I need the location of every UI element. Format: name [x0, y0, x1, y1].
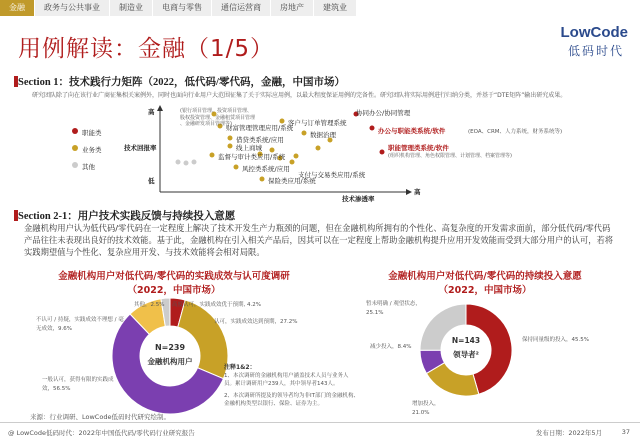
tab-finance[interactable]: 金融: [0, 0, 34, 16]
section2-paragraph: 金融机构用户认为低代码/零代码在一定程度上解决了技术开发生产力瓶颈的问题，但在金融机构所拥有的个性化、高复杂度的开发需求面前，部分低代码/零代码产品往往未表现出良好的技术效能。基于此，金融机构在引入相关产品后，因其可以在一定程度上帮助金融机构提升应用开发效能而受到大部分用户的认可，若将实践期望值与个性化、复杂应用开发、与技术效能将会相对局限。: [24, 223, 614, 257]
label-data: 数据治理: [310, 131, 336, 139]
legend-functional: 职能类: [82, 129, 102, 137]
y-axis-label: 技术回报率: [124, 144, 157, 152]
legend-dot-functional: [72, 128, 78, 134]
point-other: [184, 161, 189, 166]
section2-title: Section 2-1：用户技术实践反馈与持续投入意愿: [18, 211, 236, 222]
point-online: [228, 144, 233, 149]
chart2-center-n: N=143: [451, 336, 481, 345]
label-credit: 借贷类系统/应用: [236, 136, 284, 144]
c1-label-notrecognize: 不认可 / 持疑，实践成效不理想 / 毫无成效，9.6%: [36, 317, 124, 332]
label-insurance: 保险类应用/系统: [268, 177, 316, 185]
c1-label-general: 一般认可，获得有限的实践成效，56.5%: [42, 377, 114, 392]
tab-realestate[interactable]: 房地产: [271, 0, 313, 16]
y-low: 低: [148, 177, 155, 185]
tab-manufacturing[interactable]: 制造业: [110, 0, 152, 16]
c2-label-wait: 暂未明确 / 观望状态，25.1%: [366, 301, 421, 316]
page-title: 用例解读：金融（1/5）: [18, 36, 275, 62]
c1-label-other: 其他，2.5%: [134, 302, 165, 308]
point-risk: [234, 165, 239, 170]
point-data: [302, 131, 307, 136]
point-insurance: [260, 177, 265, 182]
chart2-subtitle: （2022，中国市场）: [438, 285, 532, 296]
c2-label-same: 保持同量级的投入，45.5%: [522, 337, 590, 343]
point-6: [316, 146, 321, 151]
top-nav-tabs: [0, 0, 640, 16]
y-high: 高: [148, 108, 155, 116]
point-payment: [290, 160, 295, 165]
label-office-detail: (EOA、CRM、人力系统，财务系统等): [468, 129, 563, 135]
logo-cn: 低码时代: [567, 44, 624, 58]
footer-divider: [0, 422, 640, 423]
note-1: 1、本次调研的金融机构用户涵盖技术人员与业务人员。累计调研用户239人，其中领导者143人。: [224, 373, 349, 387]
point-hr: [380, 150, 385, 155]
y-arrow: [157, 105, 163, 111]
c1-label-recognize: 认可，实践成效达到预期，27.2%: [214, 319, 298, 325]
point-audit: [210, 153, 215, 158]
section1-title: Section 1：技术践行力矩阵（2022，低代码/零代码，金融，中国市场）: [18, 77, 345, 88]
x-axis-label: 技术渗透率: [342, 195, 375, 203]
chart2-center-sub: 领导者²: [453, 350, 479, 359]
x-high: 高: [414, 188, 421, 196]
label-risk: 风控类系统/应用: [242, 165, 290, 173]
label-online: 线上商城: [236, 144, 262, 152]
label-office: 办公与职能类系统/软件: [378, 127, 446, 135]
section1-desc: 研究团队除了向在该行业广商征集相关案例外，同时也面向行业用户大范围征集了关于实际应用例，以最大程度保证用例的完备性。研究团队将实际用例进行归纳分类，并基于“DTE矩阵”输出研究成果。: [32, 92, 567, 99]
c2-label-increase: 增加投入，21.0%: [412, 401, 440, 416]
footer-left: @ LowCode低码时代：2022年中国低代码/零代码行业研究报告: [8, 429, 195, 437]
note-2: 2、本次调研所提及的领导者均为非IT部门的金融机构、金融机构类型以银行、保险、证券为主。: [224, 393, 359, 407]
point-payment-2: [294, 154, 299, 159]
label-investment: (银行项目管理、投资项目管理、 股权投资管理、金融租赁项目管理 、金融研发项目管理等): [180, 108, 256, 127]
legend-other: 其他: [82, 163, 95, 171]
label-hr-detail: (组织机构管理、角色权限管理、计划管理、档案管理等): [388, 153, 512, 159]
point-office: [370, 126, 375, 131]
source-note: 来源：行业调研、LowCode低码时代研究绘制。: [30, 413, 170, 421]
tab-ecommerce[interactable]: 电商与零售: [153, 0, 211, 16]
legend-dot-business: [72, 145, 78, 151]
chart1-subtitle: （2022，中国市场）: [127, 285, 221, 296]
point-credit: [228, 136, 233, 141]
chart1-center-n: N=239: [154, 343, 186, 352]
legend-business: 业务类: [82, 146, 102, 154]
legend-dot-other: [72, 162, 78, 168]
label-hr: 职能管理类系统/软件: [388, 144, 449, 152]
c1-label-high: 高度认可，实践成效优于预期, 4.2%: [172, 302, 261, 308]
label-audit: 监督与审计类应用/系统: [218, 153, 286, 161]
label-customer: 客户与订单管理系统: [288, 119, 347, 127]
x-arrow: [406, 189, 412, 195]
notes-head: 注释1&2：: [224, 364, 256, 371]
tab-construction[interactable]: 建筑业: [314, 0, 356, 16]
label-payment: 支付与交易类应用/系统: [298, 171, 366, 179]
dte-matrix: [0, 100, 640, 210]
point-other: [176, 160, 181, 165]
label-finance-mgmt: 财富管理管理应用/系统: [226, 124, 294, 132]
footer-date: 发布日期：2022年5月: [535, 429, 602, 437]
c2-label-decrease: 减少投入，8.4%: [370, 344, 412, 350]
logo: LowCode: [560, 24, 628, 41]
page-number: 37: [621, 428, 630, 436]
point-other: [192, 160, 197, 165]
chart2-title: 金融机构用户对低代码/零代码的持续投入意愿: [388, 271, 582, 282]
chart1-title: 金融机构用户对低代码/零代码的实践成效与认可度调研: [58, 271, 290, 282]
chart1-center-sub: 金融机构用户: [147, 357, 193, 366]
label-collab: 协同办公/协同管理: [356, 109, 411, 117]
tab-telecom[interactable]: 通信运营商: [212, 0, 270, 16]
tab-government[interactable]: 政务与公共事业: [35, 0, 109, 16]
